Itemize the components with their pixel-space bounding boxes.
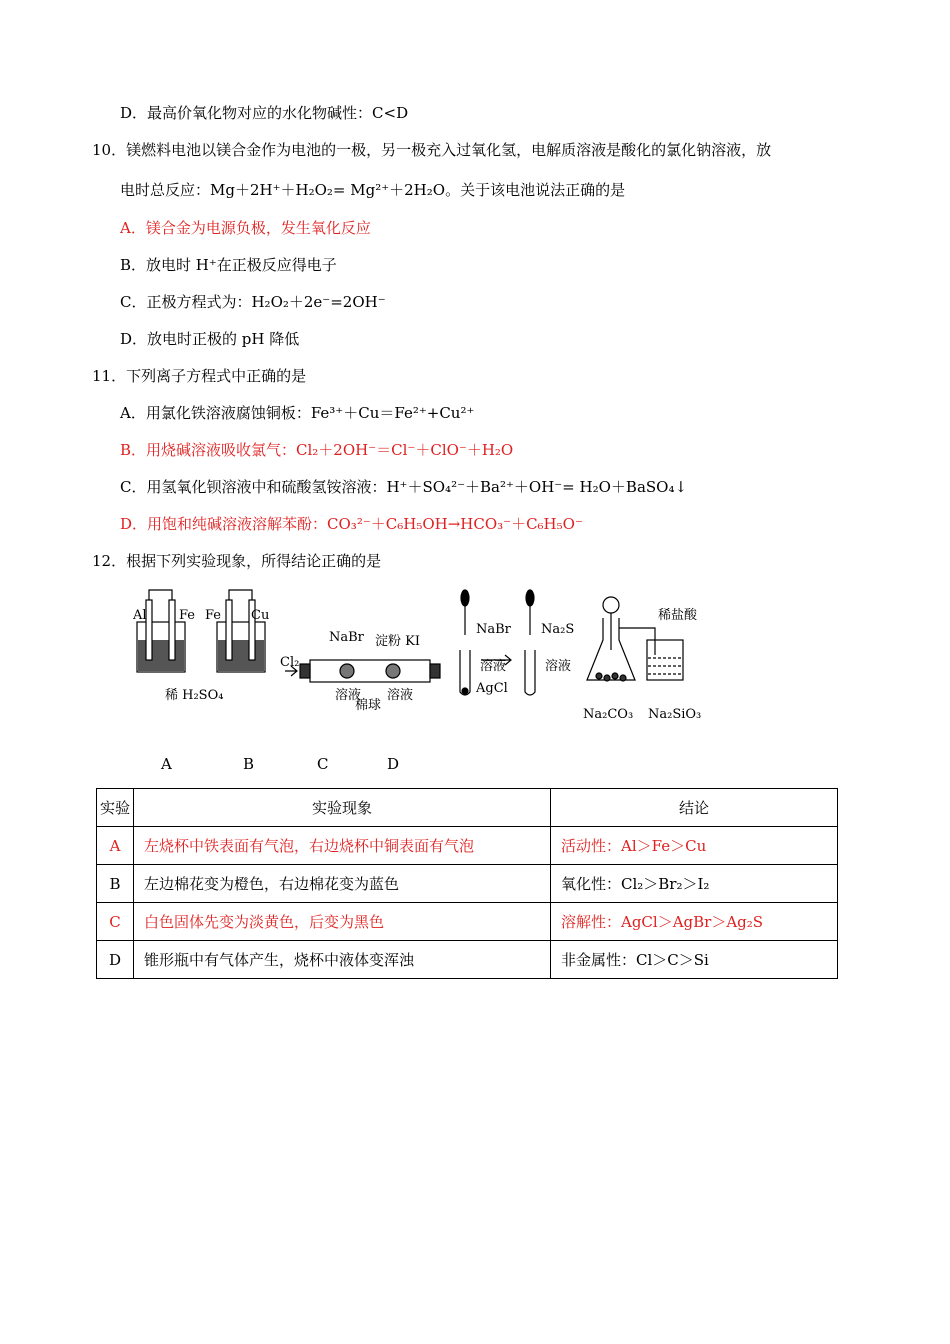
q10-option-a: A．镁合金为电源负极，发生氧化反应 [120,219,371,237]
row-id: D [97,941,134,979]
q10-option-c: C．正极方程式为：H₂O₂＋2e⁻=2OH⁻ [120,293,386,311]
row-id: B [97,865,134,903]
beaker-b [217,590,265,672]
row-id: A [97,827,134,865]
row-phenomenon: 白色固体先变为淡黄色，后变为黑色 [134,903,551,941]
label-solution-c2: 溶液 [387,688,414,703]
label-na2s: Na₂S [541,622,575,637]
figure-letter-c: C [317,755,329,773]
row-phenomenon: 锥形瓶中有气体产生，烧杯中液体变浑浊 [134,941,551,979]
q10-option-d: D．放电时正极的 pH 降低 [120,330,300,348]
row-conclusion: 溶解性：AgCl＞AgBr＞Ag₂S [551,903,838,941]
table-row [97,941,838,979]
label-starch-ki: 淀粉 KI [375,634,420,649]
q11-stem: 11．下列离子方程式中正确的是 [92,367,307,385]
label-solution-c1: 溶液 [335,688,362,703]
row-phenomenon: 左边棉花变为橙色，右边棉花变为蓝色 [134,865,551,903]
label-fe-a: Fe [179,608,196,623]
q11-option-c: C．用氢氧化钡溶液中和硫酸氢铵溶液：H⁺＋SO₄²⁻＋Ba²⁺＋OH⁻= H₂O＋BaSO₄↓ [120,478,688,496]
q10-option-b: B．放电时 H⁺在正极反应得电子 [120,256,337,274]
glass-tube-c [285,660,440,682]
q11-option-d: D．用饱和纯碱溶液溶解苯酚：CO₃²⁻＋C₆H₅OH→HCO₃⁻＋C₆H₅O⁻ [120,515,583,533]
figure-letter-a: A [161,755,172,773]
row-id: C [97,903,134,941]
row-phenomenon: 左烧杯中铁表面有气泡，右边烧杯中铜表面有气泡 [134,827,551,865]
table-header-row [97,789,838,827]
label-al: Al [133,608,147,623]
label-nabr: NaBr [329,630,364,645]
table-row [97,865,838,903]
label-agcl: AgCl [476,681,508,696]
table-row [97,827,838,865]
q10-stem-line1: 10．镁燃料电池以镁合金作为电池的一极，另一极充入过氧化氢，电解质溶液是酸化的氯化钠溶液，放 [92,141,772,159]
header-experiment: 实验 [97,789,134,827]
label-cl2: Cl₂ [280,655,300,670]
row-conclusion: 氧化性：Cl₂＞Br₂＞I₂ [551,865,838,903]
header-conclusion: 结论 [551,789,838,827]
q12-stem: 12．根据下列实验现象，所得结论正确的是 [92,552,382,570]
label-na2sio3: Na₂SiO₃ [648,707,702,722]
q11-option-a: A．用氯化铁溶液腐蚀铜板：Fe³⁺＋Cu＝Fe²⁺+Cu²⁺ [120,404,475,422]
figure-letter-d: D [387,755,400,773]
label-solution-d: 溶液 [480,659,507,674]
figure-letter-b: B [243,755,255,773]
beaker-a [137,590,185,672]
label-fe-b: Fe [205,608,222,623]
q11-option-b: B．用烧碱溶液吸收氯气：Cl₂＋2OH⁻＝Cl⁻＋ClO⁻＋H₂O [120,441,514,459]
row-conclusion: 活动性：Al＞Fe＞Cu [551,827,838,865]
label-dilute-h2so4: 稀 H₂SO₄ [165,688,224,703]
results-table [96,788,838,979]
test-tubes-d [460,590,535,695]
label-cu: Cu [251,608,270,623]
header-phenomenon: 实验现象 [134,789,551,827]
q12-apparatus-figure [125,580,725,730]
label-dilute-hcl: 稀盐酸 [658,608,698,623]
apparatus-drawing [125,580,725,730]
row-conclusion: 非金属性：Cl＞C＞Si [551,941,838,979]
label-nabr-d: NaBr [476,622,511,637]
label-na2co3: Na₂CO₃ [583,707,634,722]
q10-stem-line2: 电时总反应：Mg＋2H⁺＋H₂O₂= Mg²⁺＋2H₂O。关于该电池说法正确的是 [120,181,626,199]
label-cotton-ball: 棉球 [355,698,382,713]
q9-option-d: D．最高价氧化物对应的水化物碱性：C<D [120,104,409,122]
label-solution-d2: 溶液 [545,659,572,674]
table-row [97,903,838,941]
